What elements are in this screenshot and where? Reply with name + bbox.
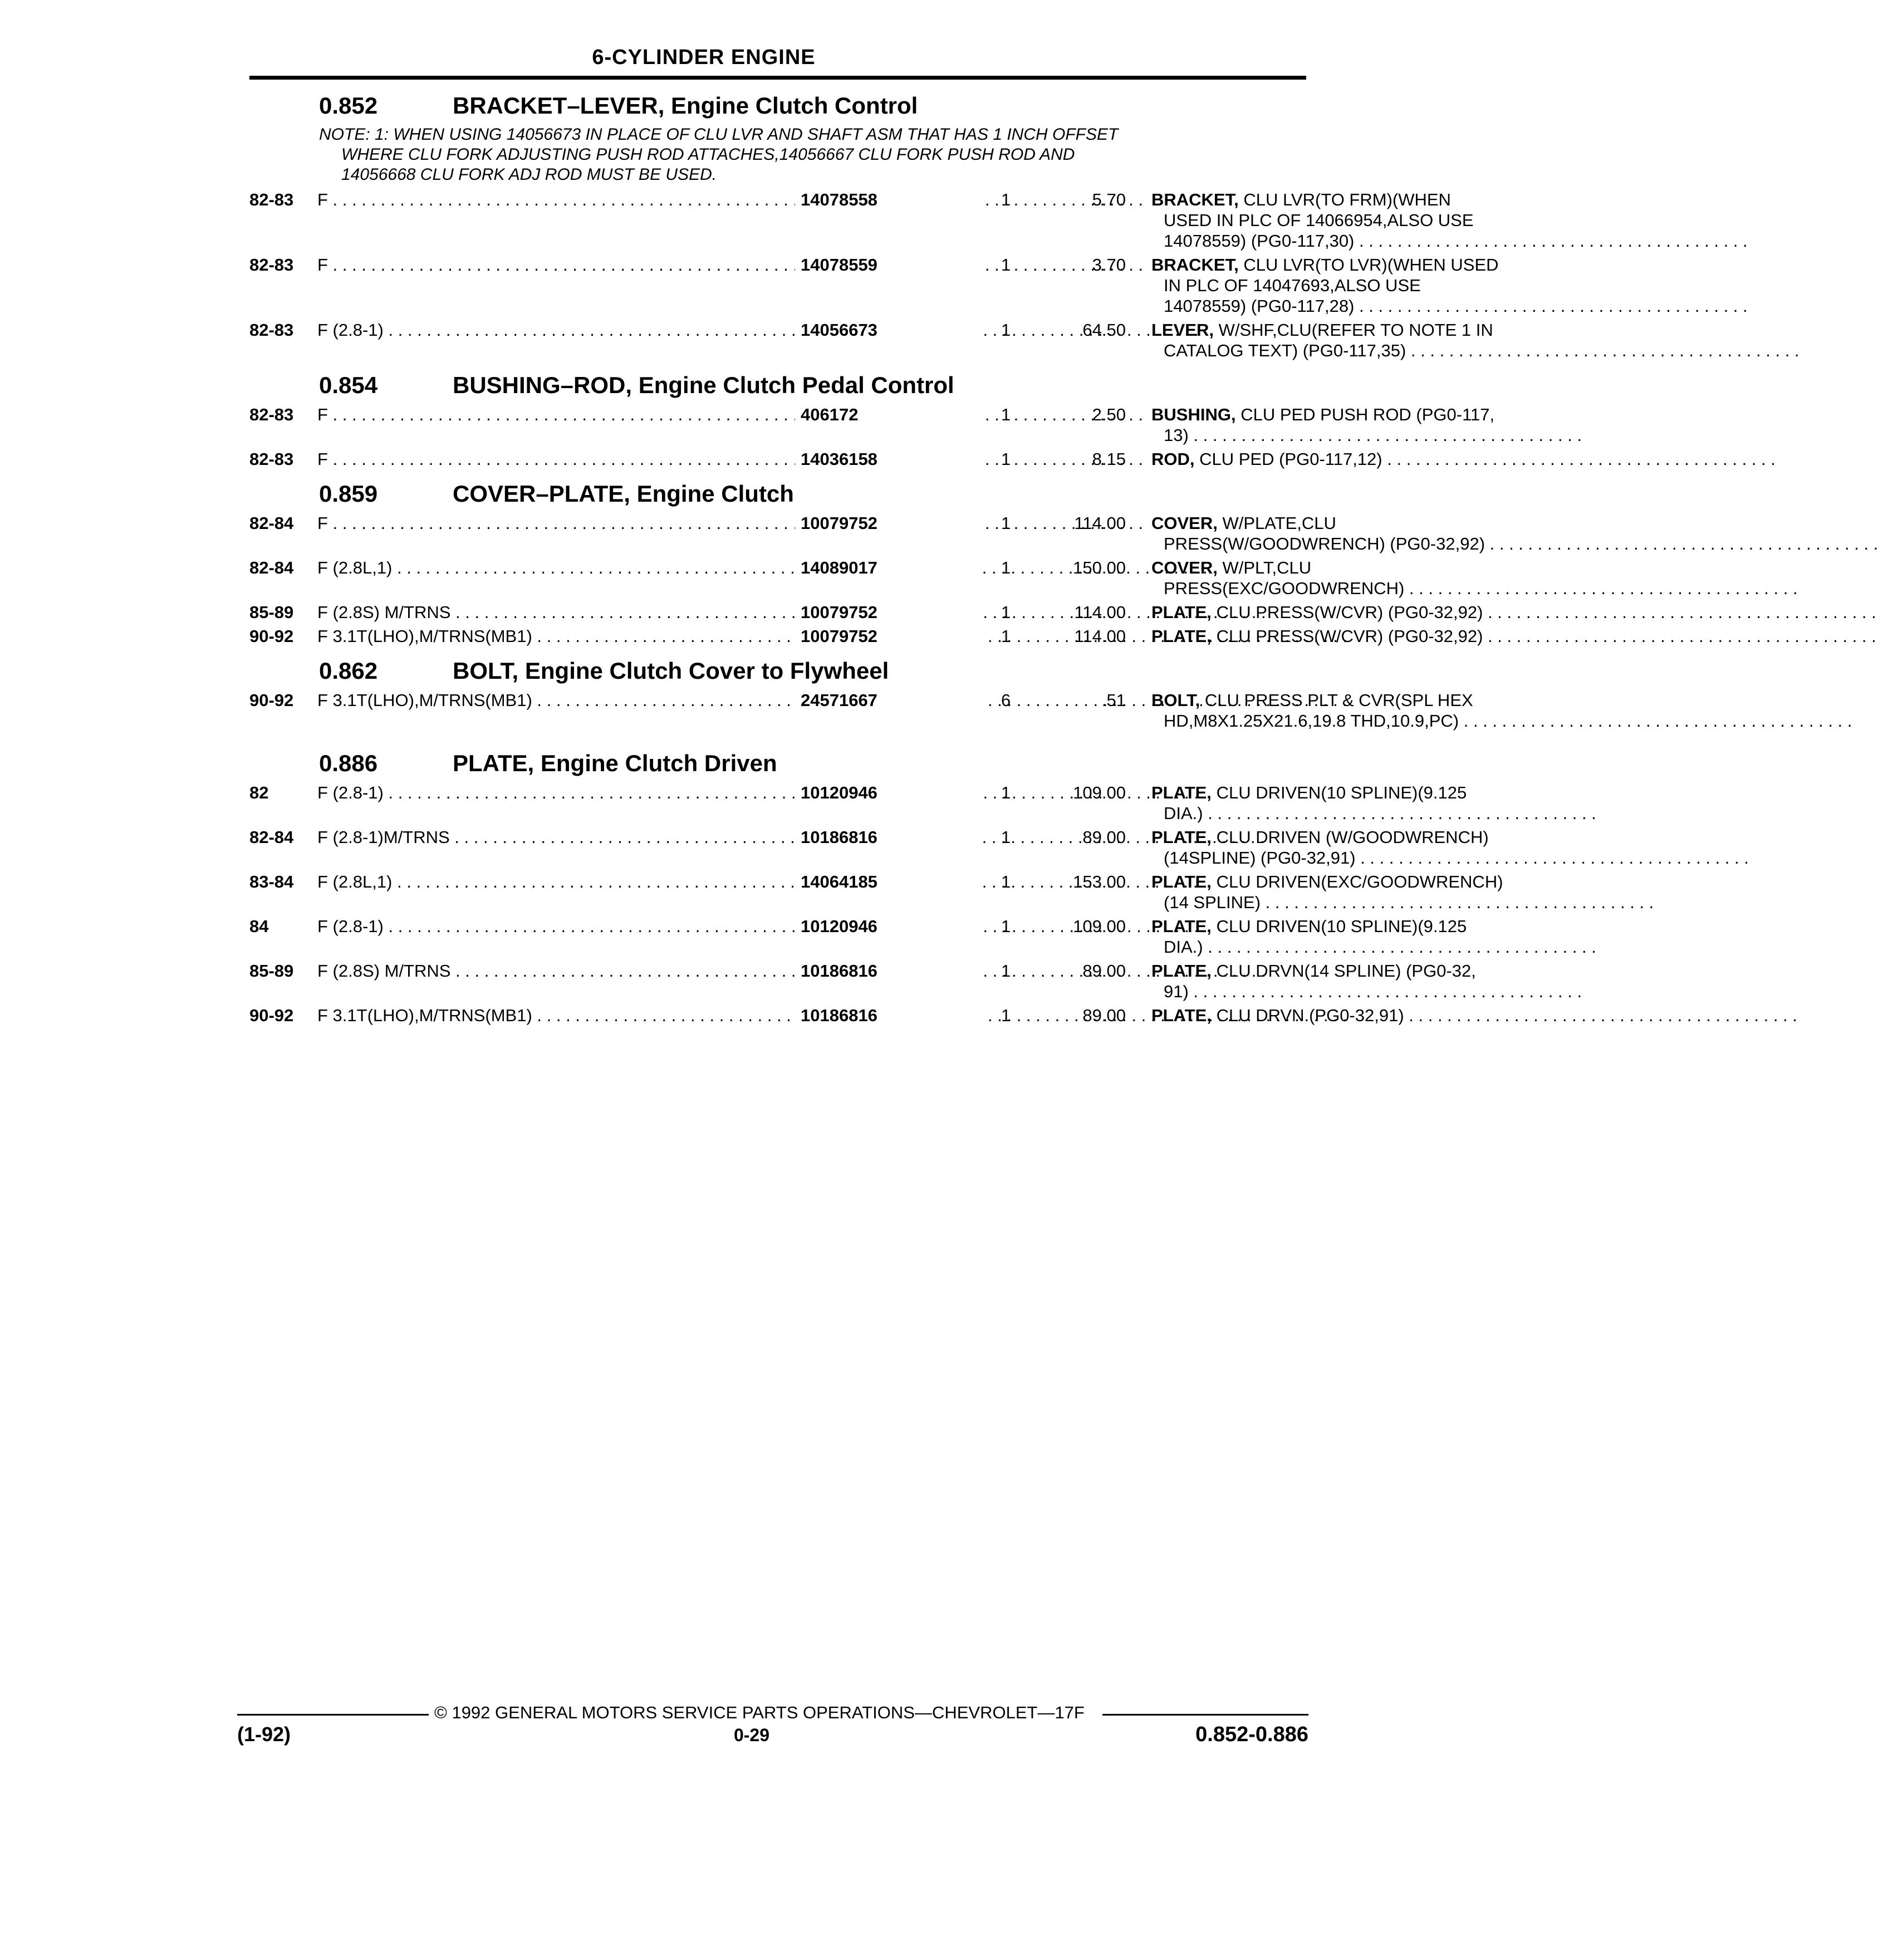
description-text: PRESS(W/GOODWRENCH) (PG0-32,92) (1164, 534, 1485, 553)
section-title (249, 650, 1306, 690)
section-number: 0.886 (319, 750, 378, 776)
description-text: CLU LVR(TO FRM)(WHEN (1243, 190, 1451, 209)
part-number: 14089017 (795, 557, 982, 578)
description-text: 14078559) (PG0-117,30) (1164, 231, 1355, 251)
model-years: 82-84 (249, 558, 294, 577)
price: 114.00 (1074, 602, 1126, 622)
quantity: 1 (1001, 961, 1011, 981)
part-description (1151, 254, 1552, 316)
note-line: WHERE CLU FORK ADJUSTING PUSH ROD ATTACHES,14056667 CLU FORK PUSH ROD AND (341, 145, 1075, 164)
part-row (249, 782, 1467, 827)
note-line: NOTE: 1: WHEN USING 14056673 IN PLACE OF CLU LVR AND SHAFT ASM THAT HAS 1 INCH OFFSET (319, 125, 1119, 144)
price: 114.00 (1074, 626, 1126, 646)
part-number: 10079752 (795, 513, 982, 533)
quantity: 1 (1001, 872, 1011, 891)
part-row (249, 254, 1499, 320)
part-number: 10186816 (795, 1005, 982, 1026)
part-keyword: COVER, (1151, 513, 1218, 533)
description-text: CLU DRVN(14 SPLINE) (PG0-32, (1216, 961, 1476, 981)
part-description (1151, 626, 1552, 646)
description-line (1151, 827, 1552, 847)
price: 153.00 (1073, 872, 1126, 891)
part-number: 10120946 (795, 782, 982, 803)
application: F . . . (317, 513, 863, 533)
part-description (1151, 1005, 1552, 1026)
part-keyword: PLATE, (1151, 783, 1212, 802)
model-years: 84 (249, 917, 269, 936)
copyright-text: © 1992 GENERAL MOTORS SERVICE PARTS OPERATIONS—CHEVROLET—17F (434, 1703, 1085, 1722)
application: F 3.1T(LHO),M/TRNS(MB1) . . . (317, 690, 863, 710)
section-name: BUSHING–ROD, Engine Clutch Pedal Control (453, 372, 954, 398)
price: 114.00 (1074, 513, 1126, 533)
price: 109.00 (1073, 783, 1126, 802)
price: 89.00 (1082, 827, 1126, 847)
part-description (1151, 449, 1552, 469)
model-years: 90-92 (249, 626, 294, 646)
catalog-section (249, 85, 1499, 364)
application: F (2.8S) M/TRNS . . . (317, 602, 863, 623)
quantity: 1 (1001, 827, 1011, 847)
description-line (1151, 892, 1552, 913)
model-years: 83-84 (249, 872, 294, 891)
parts-catalog-content (249, 85, 1503, 1029)
part-keyword: BUSHING, (1151, 405, 1236, 424)
model-years: 85-89 (249, 602, 294, 622)
description-line (1151, 1005, 1540, 1026)
part-keyword: PLATE, (1151, 602, 1212, 622)
part-keyword: BRACKET, (1151, 190, 1239, 209)
description-line (1151, 296, 1552, 316)
description-line (1151, 404, 1552, 425)
section-title (249, 742, 1306, 782)
part-row (249, 513, 1485, 557)
part-description (1151, 916, 1552, 957)
description-text: W/SHF,CLU(REFER TO NOTE 1 IN (1218, 320, 1493, 340)
application: F (2.8L,1) . . . (317, 557, 863, 578)
part-keyword: COVER, (1151, 558, 1218, 577)
description-text: CLU DRIVEN (W/GOODWRENCH) (1216, 827, 1489, 847)
description-text: USED IN PLC OF 14066954,ALSO USE (1164, 210, 1474, 230)
description-line (1151, 937, 1552, 957)
description-text: CLU DRIVEN(10 SPLINE)(9.125 (1216, 783, 1467, 802)
section-range: 0.852-0.886 (1195, 1723, 1308, 1746)
description-text: IN PLC OF 14047693,ALSO USE (1164, 276, 1421, 295)
header-rule (249, 76, 1306, 80)
description-text: 13) (1164, 425, 1189, 445)
part-number: 14056673 (795, 320, 982, 340)
application: F . . . (317, 449, 863, 469)
description-text: CATALOG TEXT) (PG0-117,35) (1164, 341, 1406, 360)
model-years: 82-83 (249, 320, 294, 340)
part-keyword: PLATE, (1151, 827, 1212, 847)
section-number: 0.854 (319, 372, 378, 398)
description-line (1151, 513, 1552, 533)
application: F (2.8-1) . . . (317, 782, 863, 803)
catalog-section (249, 364, 1495, 473)
application: F (2.8-1) . . . (317, 320, 863, 340)
footer-rule-left (237, 1714, 429, 1716)
description-text: CLU PRESS(W/CVR) (PG0-32,92) (1216, 626, 1483, 646)
part-number: 24571667 (795, 690, 982, 710)
description-text: CLU DRIVEN(10 SPLINE)(9.125 (1216, 917, 1467, 936)
description-line (1151, 690, 1552, 710)
part-number: 14078559 (795, 254, 982, 275)
application: F . . . (317, 404, 863, 425)
description-text: HD,M8X1.25X21.6,19.8 THD,10.9,PC) (1164, 711, 1459, 731)
part-number: 406172 (795, 404, 982, 425)
price: 2.50 (1092, 405, 1126, 424)
description-line (1151, 557, 1552, 578)
part-row (249, 690, 1473, 734)
description-text: (14 SPLINE) (1164, 893, 1261, 912)
part-number: 10079752 (795, 602, 982, 623)
description-text: CLU PRESS PLT & CVR(SPL HEX (1204, 690, 1473, 710)
section-name: PLATE, Engine Clutch Driven (453, 750, 777, 776)
price: 109.00 (1073, 917, 1126, 936)
description-line (1151, 626, 1540, 646)
section-title (249, 85, 1306, 125)
price: 5.70 (1092, 190, 1126, 209)
section-title (249, 364, 1306, 404)
part-keyword: PLATE, (1151, 1006, 1212, 1025)
section-number: 0.859 (319, 481, 378, 507)
part-description (1151, 827, 1552, 868)
model-years: 90-92 (249, 1006, 294, 1025)
application: F . . . (317, 189, 863, 210)
model-years: 82-83 (249, 190, 294, 209)
part-keyword: BRACKET, (1151, 255, 1239, 275)
description-line (1151, 275, 1552, 296)
description-line (1151, 782, 1552, 803)
description-text: CLU DRVN (PG0-32,91) (1216, 1006, 1404, 1025)
section-title (249, 473, 1306, 513)
part-keyword: PLATE, (1151, 917, 1212, 936)
description-text: CLU PED (PG0-117,12) (1199, 449, 1382, 469)
part-row (249, 626, 1483, 650)
part-row (249, 189, 1474, 254)
part-number: 10186816 (795, 961, 982, 981)
model-years: 90-92 (249, 690, 294, 710)
revision-date: (1-92) (237, 1723, 291, 1746)
description-line (1151, 254, 1552, 275)
part-row (249, 602, 1483, 626)
description-line (1151, 602, 1540, 623)
description-text: CLU DRIVEN(EXC/GOODWRENCH) (1216, 872, 1503, 891)
quantity: 1 (1001, 1006, 1011, 1025)
price: 8.15 (1092, 449, 1126, 469)
part-keyword: ROD, (1151, 449, 1195, 469)
description-line (1151, 871, 1552, 892)
note-line: 14056668 CLU FORK ADJ ROD MUST BE USED. (341, 165, 717, 184)
section-name: BRACKET–LEVER, Engine Clutch Control (453, 92, 918, 119)
description-line (1151, 189, 1552, 210)
part-number: 14078558 (795, 189, 982, 210)
section-name: COVER–PLATE, Engine Clutch (453, 481, 794, 507)
description-line (1151, 847, 1552, 868)
quantity: 1 (1001, 320, 1011, 340)
description-line (1151, 320, 1552, 340)
section-name: BOLT, Engine Clutch Cover to Flywheel (453, 658, 889, 684)
description-line (1151, 533, 1552, 554)
catalog-section (249, 742, 1503, 1029)
description-line (1151, 981, 1552, 1002)
page-header-title: 6-CYLINDER ENGINE (592, 46, 816, 69)
model-years: 82-84 (249, 827, 294, 847)
part-description (1151, 871, 1552, 913)
quantity: 1 (1001, 255, 1011, 275)
part-number: 10186816 (795, 827, 982, 847)
part-description (1151, 690, 1552, 731)
description-line (1151, 710, 1552, 731)
part-row (249, 557, 1405, 602)
model-years: 85-89 (249, 961, 294, 981)
description-text: 91) (1164, 982, 1189, 1001)
part-row (249, 916, 1467, 961)
application: F (2.8S) M/TRNS . . . (317, 961, 863, 981)
description-line (1151, 961, 1552, 981)
quantity: 1 (1001, 917, 1011, 936)
price: 89.00 (1082, 961, 1126, 981)
quantity: 1 (1001, 190, 1011, 209)
quantity: 1 (1001, 558, 1011, 577)
part-description (1151, 189, 1552, 251)
model-years: 82-83 (249, 255, 294, 275)
part-description (1151, 602, 1552, 623)
quantity: 1 (1001, 513, 1011, 533)
part-keyword: PLATE, (1151, 961, 1212, 981)
part-number: 14036158 (795, 449, 982, 469)
part-description (1151, 782, 1552, 824)
part-number: 10120946 (795, 916, 982, 937)
part-row (249, 827, 1489, 871)
part-description (1151, 961, 1552, 1002)
part-number: 14064185 (795, 871, 982, 892)
price: 150.00 (1073, 558, 1126, 577)
application: F (2.8L,1) . . . (317, 871, 863, 892)
description-text: CLU PRESS(W/CVR) (PG0-32,92) (1216, 602, 1483, 622)
section-number: 0.852 (319, 92, 378, 119)
description-text: W/PLATE,CLU (1222, 513, 1336, 533)
model-years: 82-83 (249, 449, 294, 469)
quantity: 1 (1001, 626, 1011, 646)
application: F (2.8-1) . . . (317, 916, 863, 937)
description-line (1151, 916, 1552, 937)
price: 89.00 (1082, 1006, 1126, 1025)
quantity: 6 (1001, 690, 1011, 710)
description-text: PRESS(EXC/GOODWRENCH) (1164, 579, 1405, 598)
part-row (249, 1005, 1404, 1029)
model-years: 82-83 (249, 405, 294, 424)
description-text: DIA.) (1164, 937, 1203, 957)
part-keyword: PLATE, (1151, 872, 1212, 891)
application: F . . . (317, 254, 863, 275)
part-row (249, 961, 1476, 1005)
part-keyword: BOLT, (1151, 690, 1200, 710)
part-description (1151, 404, 1552, 445)
description-line (1151, 210, 1552, 231)
section-note (319, 125, 1306, 185)
part-row (249, 871, 1503, 916)
description-text: CLU LVR(TO LVR)(WHEN USED (1243, 255, 1499, 275)
part-row (249, 449, 1382, 473)
page-number: 0-29 (733, 1725, 770, 1745)
description-line (1151, 578, 1552, 599)
application: F 3.1T(LHO),M/TRNS(MB1) . . . (317, 1005, 863, 1026)
part-description (1151, 557, 1552, 599)
part-keyword: LEVER, (1151, 320, 1214, 340)
description-line (1151, 449, 1540, 469)
footer-rule-right (1102, 1714, 1308, 1716)
part-row (249, 320, 1493, 364)
part-keyword: PLATE, (1151, 626, 1212, 646)
description-text: CLU PED PUSH ROD (PG0-117, (1240, 405, 1495, 424)
part-description (1151, 320, 1552, 361)
description-text: DIA.) (1164, 803, 1203, 823)
description-line (1151, 231, 1552, 251)
price: 64.50 (1082, 320, 1126, 340)
description-text: (14SPLINE) (PG0-32,91) (1164, 848, 1356, 868)
description-line (1151, 425, 1552, 445)
catalog-section (249, 650, 1473, 742)
description-line (1151, 803, 1552, 824)
quantity: 1 (1001, 405, 1011, 424)
application: F (2.8-1)M/TRNS . . . (317, 827, 863, 847)
model-years: 82-84 (249, 513, 294, 533)
price: 3.70 (1092, 255, 1126, 275)
quantity: 1 (1001, 449, 1011, 469)
description-text: W/PLT,CLU (1222, 558, 1312, 577)
quantity: 1 (1001, 783, 1011, 802)
section-number: 0.862 (319, 658, 378, 684)
price: .51 (1101, 690, 1126, 710)
quantity: 1 (1001, 602, 1011, 622)
part-number: 10079752 (795, 626, 982, 646)
description-text: 14078559) (PG0-117,28) (1164, 296, 1355, 316)
application: F 3.1T(LHO),M/TRNS(MB1) . . . (317, 626, 863, 646)
catalog-section (249, 473, 1485, 650)
part-row (249, 404, 1495, 449)
description-line (1151, 340, 1552, 361)
model-years: 82 (249, 783, 269, 802)
part-description (1151, 513, 1552, 554)
